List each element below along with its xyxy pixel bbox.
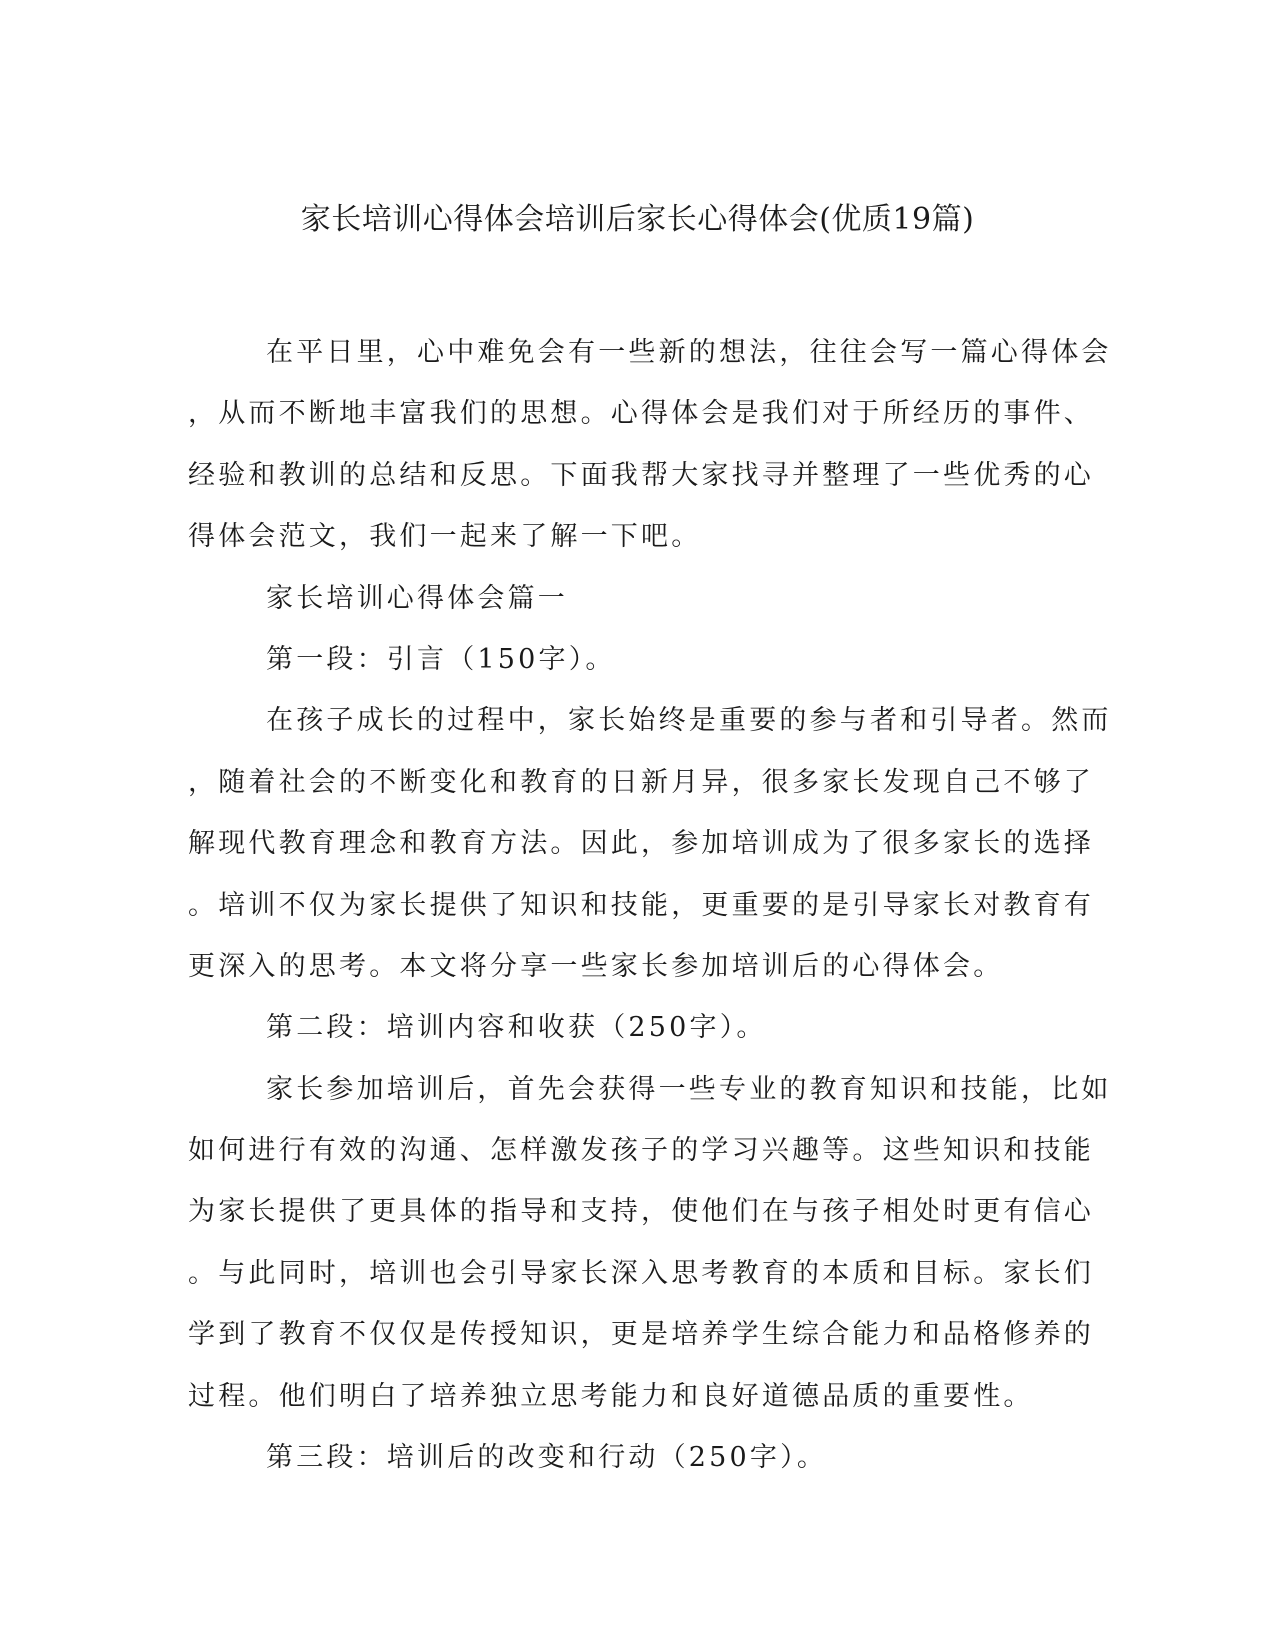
section-heading: 家长培训心得体会篇一 bbox=[266, 582, 568, 614]
text-line: 解现代教育理念和教育方法。因此，参加培训成为了很多家长的选择 bbox=[188, 828, 1094, 860]
text-line: 如何进行有效的沟通、怎样激发孩子的学习兴趣等。这些知识和技能 bbox=[188, 1135, 1094, 1167]
text-line: ，随着社会的不断变化和教育的日新月异，很多家长发现自己不够了 bbox=[188, 766, 1094, 798]
text-line: 得体会范文，我们一起来了解一下吧。 bbox=[188, 521, 702, 553]
text-line: 学到了教育不仅仅是传授知识，更是培养学生综合能力和品格修养的 bbox=[188, 1319, 1094, 1351]
text-line: ，从而不断地丰富我们的思想。心得体会是我们对于所经历的事件、 bbox=[188, 398, 1094, 430]
text-line: 为家长提供了更具体的指导和支持，使他们在与孩子相处时更有信心 bbox=[188, 1196, 1094, 1228]
text-line: 经验和教训的总结和反思。下面我帮大家找寻并整理了一些优秀的心 bbox=[188, 459, 1094, 491]
text-line: 。培训不仅为家长提供了知识和技能，更重要的是引导家长对教育有 bbox=[188, 889, 1094, 921]
text-line: 在平日里，心中难免会有一些新的想法，往往会写一篇心得体会 bbox=[266, 337, 1112, 368]
text-line: 更深入的思考。本文将分享一些家长参加培训后的心得体会。 bbox=[188, 950, 1004, 982]
paragraph-heading: 第三段：培训后的改变和行动（250字）。 bbox=[266, 1442, 828, 1474]
text-line: 过程。他们明白了培养独立思考能力和良好道德品质的重要性。 bbox=[188, 1380, 1034, 1412]
text-line: 家长参加培训后，首先会获得一些专业的教育知识和技能，比如 bbox=[266, 1073, 1112, 1105]
document-body bbox=[188, 322, 1112, 1488]
text-line: 在孩子成长的过程中，家长始终是重要的参与者和引导者。然而 bbox=[266, 705, 1112, 737]
text-line: 。与此同时，培训也会引导家长深入思考教育的本质和目标。家长们 bbox=[188, 1257, 1094, 1289]
paragraph-heading: 第二段：培训内容和收获（250字）。 bbox=[266, 1012, 767, 1044]
document-title: 家长培训心得体会培训后家长心得体会(优质19篇) bbox=[300, 202, 975, 237]
paragraph-heading: 第一段：引言（150字）。 bbox=[266, 643, 616, 675]
